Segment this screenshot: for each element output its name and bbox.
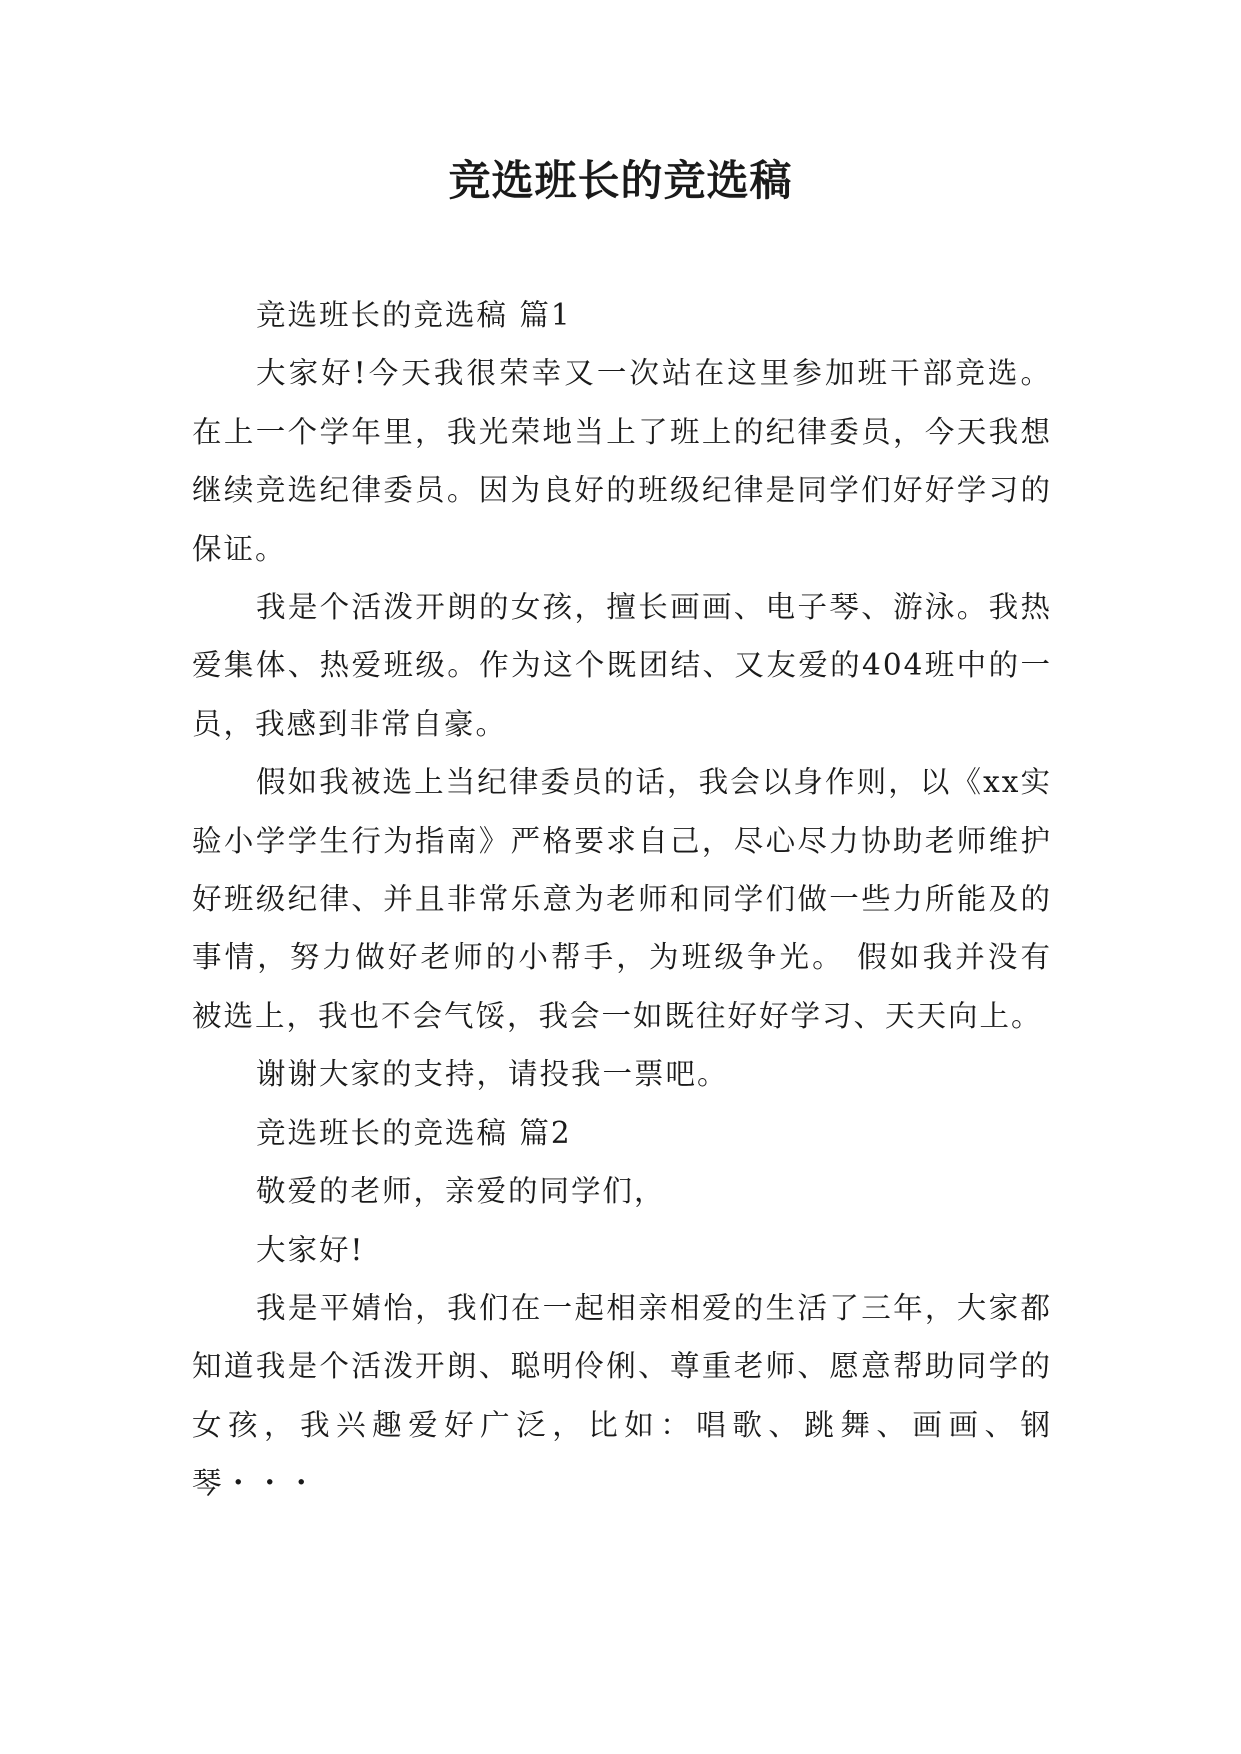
paragraph: 大家好!今天我很荣幸又一次站在这里参加班干部竞选。在上一个学年里，我光荣地当上了班上的纪律委员，今天我想继续竞选纪律委员。因为良好的班级纪律是同学们好好学习的保证。 [192, 356, 1052, 566]
salutation: 敬爱的老师，亲爱的同学们， [256, 1174, 666, 1209]
document-body [192, 286, 1052, 1513]
paragraph: 我是个活泼开朗的女孩，擅长画画、电子琴、游泳。我热爱集体、热爱班级。作为这个既团结、又友爱的404班中的一员，我感到非常自豪。 [192, 590, 1052, 741]
paragraph: 谢谢大家的支持，请投我一票吧。 [256, 1057, 729, 1092]
paragraph: 假如我被选上当纪律委员的话，我会以身作则，以《xx实验小学学生行为指南》严格要求自己，尽心尽力协助老师维护好班级纪律、并且非常乐意为老师和同学们做一些力所能及的事情，努力做好老师的小帮手，为班级争光。 假如我并没有被选上，我也不会气馁，我会一如既往好好学习、天天向上。 [192, 765, 1052, 1033]
document-title: 竞选班长的竞选稿 [448, 156, 793, 205]
greeting: 大家好! [256, 1232, 365, 1267]
paragraph: 我是平婧怡，我们在一起相亲相爱的生活了三年，大家都知道我是个活泼开朗、聪明伶俐、尊重老师、愿意帮助同学的女孩，我兴趣爱好广泛，比如：唱歌、跳舞、画画、钢琴・・・ [192, 1290, 1052, 1501]
section-heading-1: 竞选班长的竞选稿 篇1 [256, 298, 572, 332]
section-heading-2: 竞选班长的竞选稿 篇2 [256, 1115, 572, 1150]
